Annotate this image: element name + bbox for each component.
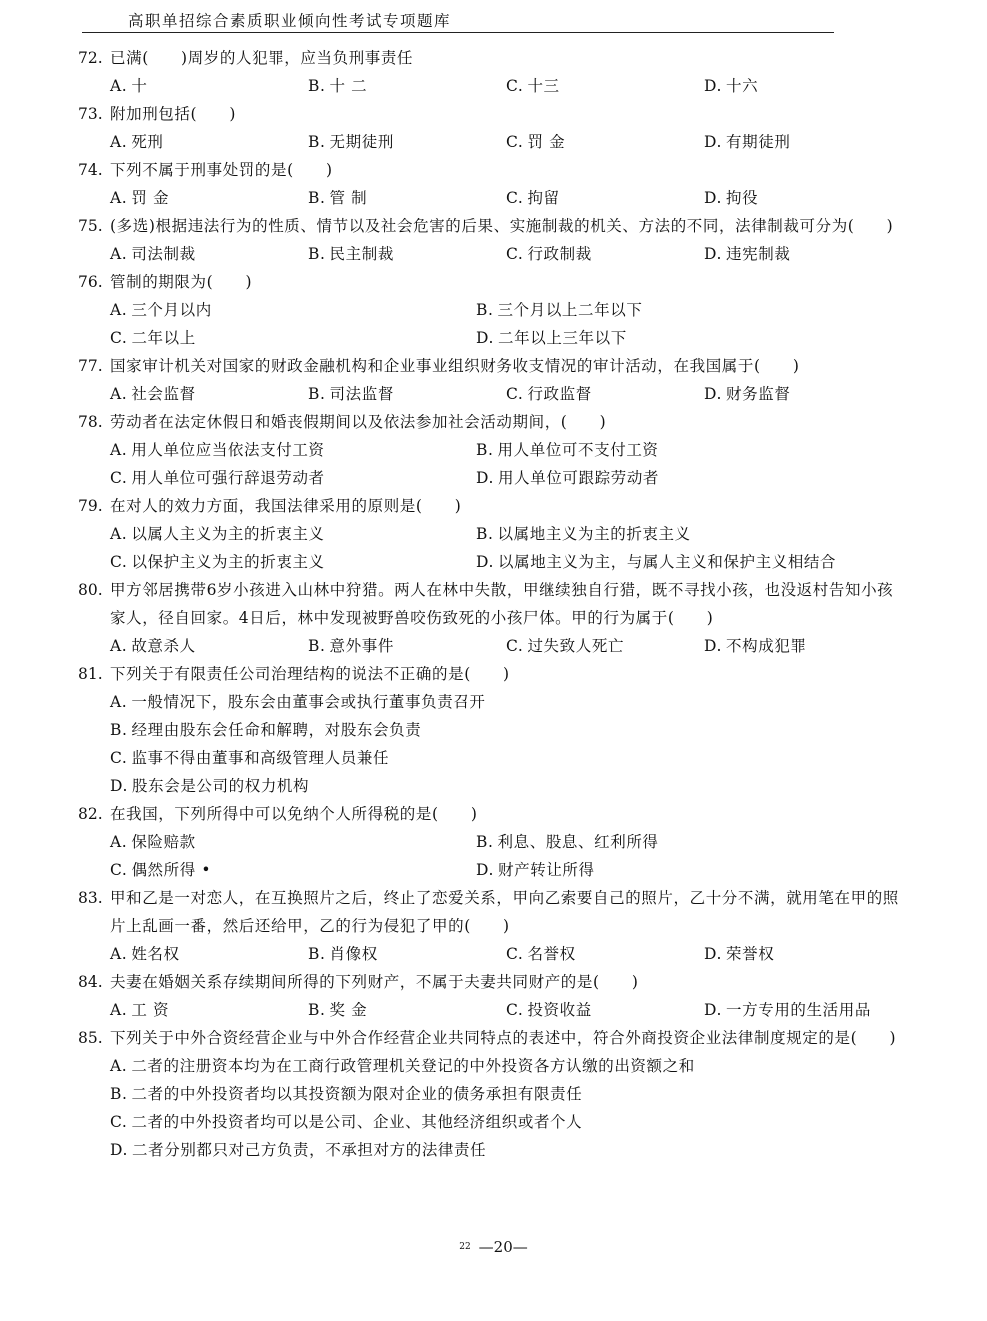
option-text: 拘留	[527, 189, 560, 207]
option-a	[110, 240, 308, 268]
question-number: 76.	[78, 273, 103, 291]
question-text: 甲和乙是一对恋人，在互换照片之后，终止了恋爱关系，甲向乙索要自己的照片，乙十分不满，就用笔在甲的照片上乱画一番，然后还给甲，乙的行为侵犯了甲的( )	[110, 889, 899, 935]
option-text: 偶然所得 •	[131, 861, 212, 879]
option-letter: A.	[110, 77, 128, 95]
question-number: 83.	[78, 889, 103, 907]
option-text: 一般情况下，股东会由董事会或执行董事负责召开	[131, 693, 486, 711]
option-letter: B.	[308, 133, 326, 151]
option-group	[110, 940, 908, 968]
option-text: 二年以上三年以下	[498, 329, 627, 347]
option-text: 用人单位可跟踪劳动者	[498, 469, 660, 487]
option-letter: C.	[506, 637, 524, 655]
option-text: 民主制裁	[329, 245, 394, 263]
option-a	[110, 828, 476, 856]
question-item	[78, 800, 908, 884]
option-letter: B.	[308, 1001, 326, 1019]
option-letter: D.	[476, 329, 495, 347]
question-item	[78, 884, 908, 968]
question-item	[78, 660, 908, 800]
question-item	[78, 968, 908, 1024]
question-item	[78, 268, 908, 352]
option-b	[476, 436, 842, 464]
option-letter: B.	[476, 301, 494, 319]
question-stem	[78, 44, 908, 72]
option-text: 财产转让所得	[498, 861, 595, 879]
option-text: 股东会是公司的权力机构	[132, 777, 310, 795]
option-b	[110, 1080, 900, 1108]
option-text: 投资收益	[527, 1001, 592, 1019]
option-c	[110, 856, 476, 884]
option-text: 姓名权	[131, 945, 180, 963]
option-d	[704, 996, 902, 1024]
question-item	[78, 44, 908, 100]
option-text: 十三	[527, 77, 560, 95]
option-c	[110, 464, 476, 492]
option-letter: B.	[476, 441, 494, 459]
option-c	[506, 380, 704, 408]
question-text: 附加刑包括( )	[110, 105, 236, 123]
option-letter: D.	[704, 637, 723, 655]
option-letter: A.	[110, 441, 128, 459]
option-text: 罚 金	[527, 133, 566, 151]
header-title: 高职单招综合素质职业倾向性考试专项题库	[128, 12, 452, 30]
option-b	[476, 296, 842, 324]
option-letter: B.	[308, 189, 326, 207]
option-d	[110, 1136, 900, 1164]
option-letter: A.	[110, 945, 128, 963]
option-text: 以属地主义为主，与属人主义和保护主义相结合	[498, 553, 837, 571]
option-text: 名誉权	[527, 945, 576, 963]
option-letter: D.	[704, 133, 723, 151]
option-a	[110, 184, 308, 212]
option-a	[110, 128, 308, 156]
option-text: 二年以上	[131, 329, 196, 347]
option-d	[476, 548, 842, 576]
question-number: 84.	[78, 973, 103, 991]
option-a	[110, 996, 308, 1024]
question-item	[78, 408, 908, 492]
option-letter: C.	[110, 1113, 128, 1131]
question-number: 81.	[78, 665, 103, 683]
option-letter: A.	[110, 301, 128, 319]
option-letter: B.	[308, 77, 326, 95]
option-c	[110, 548, 476, 576]
option-c	[506, 940, 704, 968]
option-letter: A.	[110, 693, 128, 711]
option-b	[110, 716, 900, 744]
option-c	[506, 632, 704, 660]
question-number: 78.	[78, 413, 103, 431]
option-text: 拘役	[726, 189, 759, 207]
question-stem	[78, 100, 908, 128]
question-stem	[78, 884, 908, 940]
option-letter: D.	[476, 553, 495, 571]
option-text: 有期徒刑	[726, 133, 791, 151]
option-b	[308, 184, 506, 212]
option-text: 用人单位应当依法支付工资	[131, 441, 325, 459]
question-item	[78, 156, 908, 212]
page-number: —20—	[478, 1238, 528, 1256]
option-letter: D.	[704, 385, 723, 403]
option-a	[110, 520, 476, 548]
option-letter: B.	[308, 637, 326, 655]
question-text: 管制的期限为( )	[110, 273, 253, 291]
option-c	[506, 72, 704, 100]
option-group	[110, 72, 908, 100]
option-text: 二者的注册资本均为在工商行政管理机关登记的中外投资各方认缴的出资额之和	[131, 1057, 695, 1075]
option-letter: D.	[704, 189, 723, 207]
option-b	[476, 828, 842, 856]
option-a	[110, 688, 900, 716]
question-text: 国家审计机关对国家的财政金融机构和企业事业组织财务收支情况的审计活动，在我国属于( )	[110, 357, 800, 375]
option-group	[110, 184, 908, 212]
option-d	[704, 380, 902, 408]
option-d	[704, 184, 902, 212]
option-a	[110, 1052, 900, 1080]
option-text: 司法制裁	[131, 245, 196, 263]
option-group	[110, 828, 908, 884]
option-letter: D.	[476, 469, 495, 487]
option-letter: C.	[506, 945, 524, 963]
question-item	[78, 212, 908, 268]
option-text: 十 二	[329, 77, 368, 95]
question-number: 85.	[78, 1029, 103, 1047]
option-text: 用人单位可强行辞退劳动者	[131, 469, 325, 487]
option-text: 二者的中外投资者均可以是公司、企业、其他经济组织或者个人	[131, 1113, 583, 1131]
option-text: 三个月以内	[131, 301, 212, 319]
option-letter: C.	[506, 1001, 524, 1019]
option-letter: C.	[110, 553, 128, 571]
option-text: 社会监督	[131, 385, 196, 403]
option-text: 荣誉权	[726, 945, 775, 963]
option-a	[110, 380, 308, 408]
option-c	[110, 1108, 900, 1136]
option-letter: B.	[308, 385, 326, 403]
option-letter: D.	[110, 1141, 129, 1159]
option-a	[110, 632, 308, 660]
option-group	[110, 296, 908, 352]
option-letter: A.	[110, 525, 128, 543]
option-b	[308, 128, 506, 156]
option-letter: C.	[506, 385, 524, 403]
question-stem	[78, 576, 908, 632]
option-letter: A.	[110, 833, 128, 851]
option-letter: C.	[506, 133, 524, 151]
question-item	[78, 1024, 908, 1164]
question-stem	[78, 968, 908, 996]
question-stem	[78, 156, 908, 184]
option-letter: C.	[506, 189, 524, 207]
option-text: 无期徒刑	[329, 133, 394, 151]
option-text: 管 制	[329, 189, 368, 207]
option-text: 用人单位可不支付工资	[497, 441, 659, 459]
option-b	[308, 72, 506, 100]
question-stem	[78, 408, 908, 436]
option-b	[308, 380, 506, 408]
option-group	[110, 632, 908, 660]
option-c	[506, 128, 704, 156]
footer-small-number: 22	[459, 1242, 471, 1252]
option-a	[110, 940, 308, 968]
question-stem	[78, 1024, 908, 1052]
option-a	[110, 296, 476, 324]
option-group	[110, 996, 908, 1024]
option-text: 不构成犯罪	[726, 637, 807, 655]
question-stem	[78, 800, 908, 828]
option-d	[704, 632, 902, 660]
option-text: 二者的中外投资者均以其投资额为限对企业的债务承担有限责任	[131, 1085, 583, 1103]
option-c	[506, 240, 704, 268]
option-letter: A.	[110, 1001, 128, 1019]
option-text: 罚 金	[131, 189, 170, 207]
option-letter: B.	[308, 945, 326, 963]
option-letter: A.	[110, 245, 128, 263]
question-number: 77.	[78, 357, 103, 375]
option-a	[110, 436, 476, 464]
option-letter: B.	[110, 1085, 128, 1103]
question-number: 75.	[78, 217, 103, 235]
option-text: 意外事件	[329, 637, 394, 655]
question-text: 甲方邻居携带6岁小孩进入山林中狩猎。两人在林中失散，甲继续独自行猎，既不寻找小孩，也没返村告知小孩家人，径自回家。4日后，林中发现被野兽咬伤致死的小孩尸体。甲的行为属于( )	[110, 581, 894, 627]
option-text: 保险赔款	[131, 833, 196, 851]
question-number: 79.	[78, 497, 103, 515]
option-letter: C.	[506, 245, 524, 263]
option-letter: A.	[110, 133, 128, 151]
option-text: 工 资	[131, 1001, 170, 1019]
option-group	[110, 520, 908, 576]
option-text: 过失致人死亡	[527, 637, 625, 655]
option-letter: A.	[110, 637, 128, 655]
option-group	[110, 688, 908, 800]
option-text: 以保护主义为主的折衷主义	[131, 553, 325, 571]
option-c	[110, 324, 476, 352]
option-group	[110, 380, 908, 408]
option-b	[308, 240, 506, 268]
question-text: 在对人的效力方面，我国法律采用的原则是( )	[110, 497, 462, 515]
option-letter: B.	[476, 525, 494, 543]
question-item	[78, 352, 908, 408]
question-text: 下列关于中外合资经营企业与中外合作经营企业共同特点的表述中，符合外商投资企业法律制度规定的是( )	[110, 1029, 897, 1047]
option-text: 司法监督	[329, 385, 394, 403]
question-text: 下列关于有限责任公司治理结构的说法不正确的是( )	[110, 665, 510, 683]
question-list	[78, 44, 908, 1164]
page-header	[82, 6, 834, 33]
question-item	[78, 100, 908, 156]
option-d	[704, 128, 902, 156]
question-text: 已满( )周岁的人犯罪，应当负刑事责任	[110, 49, 414, 67]
option-text: 财务监督	[726, 385, 791, 403]
option-letter: C.	[110, 861, 128, 879]
question-stem	[78, 660, 908, 688]
option-text: 三个月以上二年以下	[497, 301, 643, 319]
option-text: 以属地主义为主的折衷主义	[497, 525, 691, 543]
option-text: 奖 金	[329, 1001, 368, 1019]
question-number: 72.	[78, 49, 103, 67]
question-stem	[78, 352, 908, 380]
option-letter: B.	[476, 833, 494, 851]
option-letter: A.	[110, 1057, 128, 1075]
question-text: 在我国，下列所得中可以免纳个人所得税的是( )	[110, 805, 478, 823]
option-text: 违宪制裁	[726, 245, 791, 263]
option-b	[308, 940, 506, 968]
option-letter: D.	[476, 861, 495, 879]
option-b	[308, 996, 506, 1024]
question-item	[78, 576, 908, 660]
option-letter: D.	[704, 945, 723, 963]
option-letter: C.	[110, 749, 128, 767]
question-text: 夫妻在婚姻关系存续期间所得的下列财产，不属于夫妻共同财产的是( )	[110, 973, 639, 991]
question-text: 下列不属于刑事处罚的是( )	[110, 161, 333, 179]
option-text: 以属人主义为主的折衷主义	[131, 525, 325, 543]
option-letter: C.	[110, 329, 128, 347]
option-text: 二者分别都只对己方负责，不承担对方的法律责任	[132, 1141, 487, 1159]
option-text: 故意杀人	[131, 637, 196, 655]
option-letter: C.	[110, 469, 128, 487]
option-c	[506, 184, 704, 212]
question-stem	[78, 492, 908, 520]
question-number: 82.	[78, 805, 103, 823]
option-text: 十六	[726, 77, 759, 95]
option-d	[704, 940, 902, 968]
option-text: 肖像权	[329, 945, 378, 963]
option-d	[476, 856, 842, 884]
option-a	[110, 72, 308, 100]
option-c	[506, 996, 704, 1024]
option-text: 监事不得由董事和高级管理人员兼任	[131, 749, 390, 767]
option-text: 十	[131, 77, 148, 95]
option-letter: B.	[110, 721, 128, 739]
question-text: 劳动者在法定休假日和婚丧假期间以及依法参加社会活动期间，( )	[110, 413, 607, 431]
option-group	[110, 436, 908, 492]
question-stem	[78, 268, 908, 296]
option-d	[476, 464, 842, 492]
option-d	[704, 240, 902, 268]
option-b	[308, 632, 506, 660]
question-number: 80.	[78, 581, 103, 599]
option-d	[476, 324, 842, 352]
option-text: 死刑	[131, 133, 164, 151]
question-stem	[78, 212, 908, 240]
question-text: (多选)根据违法行为的性质、情节以及社会危害的后果、实施制裁的机关、方法的不同，法律制裁可分为( )	[110, 217, 894, 235]
option-d	[704, 72, 902, 100]
option-letter: D.	[110, 777, 129, 795]
option-d	[110, 772, 900, 800]
option-text: 行政制裁	[527, 245, 592, 263]
option-letter: C.	[506, 77, 524, 95]
option-letter: A.	[110, 385, 128, 403]
question-item	[78, 492, 908, 576]
option-text: 行政监督	[527, 385, 592, 403]
option-letter: D.	[704, 245, 723, 263]
option-text: 利息、股息、红利所得	[497, 833, 659, 851]
option-group	[110, 128, 908, 156]
option-letter: D.	[704, 77, 723, 95]
option-text: 经理由股东会任命和解聘，对股东会负责	[131, 721, 422, 739]
option-c	[110, 744, 900, 772]
question-number: 74.	[78, 161, 103, 179]
option-letter: B.	[308, 245, 326, 263]
page-footer	[0, 1238, 987, 1256]
option-letter: A.	[110, 189, 128, 207]
option-b	[476, 520, 842, 548]
option-text: 一方专用的生活用品	[726, 1001, 871, 1019]
question-number: 73.	[78, 105, 103, 123]
option-group	[110, 240, 908, 268]
option-letter: D.	[704, 1001, 723, 1019]
option-group	[110, 1052, 908, 1164]
